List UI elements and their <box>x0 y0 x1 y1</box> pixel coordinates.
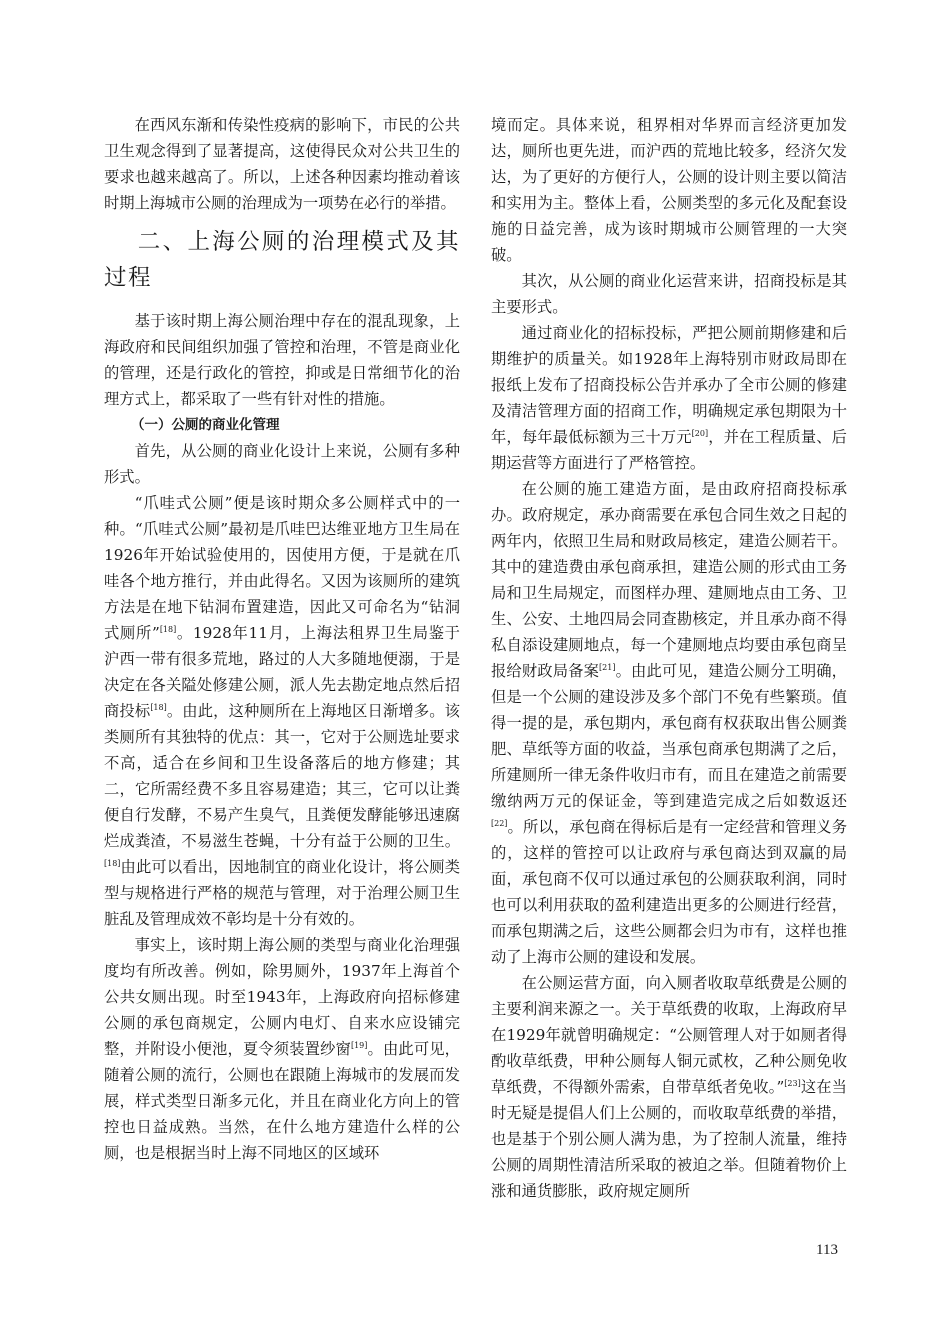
citation-ref: [18] <box>104 859 121 868</box>
text-segment: 。1928年11月，上海法租界卫生局鉴于沪西一带有很多荒地，路过的人大多随地便溺，于是决定在各关隘处修建公厕，派人先去勘定地点然后招商投标 <box>104 624 460 720</box>
page-number: 113 <box>816 1242 838 1258</box>
text-segment: 在公厕的施工建造方面，是由政府招商投标承办。政府规定，承办商需要在承包合同生效之日起的两年内，依照卫生局和财政局核定，建造公厕若干。其中的建造费由承包商承担，建造公厕的形式由工务局和卫生局规定，而图样办理、建厕地点由工务、卫生、公安、土地四局会同查勘核定，并且承办商不得私自添设建厕地点，每一个建厕地点均要由承包商呈报给财政局备案 <box>491 480 847 680</box>
citation-ref: [19] <box>350 1041 368 1050</box>
citation-ref: [20] <box>691 429 709 438</box>
text-segment: ，并在工程质量、后期运营等方面进行了严格管控。 <box>491 428 847 472</box>
paragraph-java-toilet <box>104 490 460 932</box>
text-segment: 在公厕运营方面，向入厕者收取草纸费是公厕的主要利润来源之一。关于草纸费的收取，上海政府早在1929年就曾明确规定：“公厕管理人对于如厕者得酌收草纸费，甲种公厕每人铜元贰枚，乙种公厕免收草纸费，不得额外需索，自带草纸者免收。” <box>491 974 847 1096</box>
text-segment: 这在当时无疑是提倡人们上公厕的，而收取草纸费的举措，也是基于个别公厕人满为患，为了控制人流量，维持公厕的周期性清洁所采取的被迫之举。但随着物价上涨和通货膨胀，政府规定厕所 <box>491 1078 847 1200</box>
text-segment: 由此可以看出，因地制宜的商业化设计，将公厕类型与规格进行严格的规范与管理，对于治理公厕卫生脏乱及管理成效不彰均是十分有效的。 <box>104 858 460 928</box>
paragraph-intro-continuation: 在西风东渐和传染性疫病的影响下，市民的公共卫生观念得到了显著提高，这使得民众对公共卫生的要求也越来越高了。所以，上述各种因素均推动着该时期上海城市公厕的治理成为一项势在必行的举措。 <box>104 116 460 212</box>
text-segment: 。由此可见，随着公厕的流行，公厕也在跟随上海城市的发展而发展，样式类型日渐多元化，并且在商业化方向上的管控也日益成熟。当然，在什么地方建造什么样的公厕，也是根据当时上海不同地区的区域环 <box>104 1040 460 1162</box>
citation-ref: [21] <box>599 663 616 672</box>
citation-ref: [18] <box>159 625 177 634</box>
paragraph-bidding-quality <box>491 320 847 476</box>
text-segment: 事实上，该时期上海公厕的类型与商业化治理强度均有所改善。例如，除男厕外，1937年上海首个公共女厕出现。时至1943年，上海政府向招标修建公厕的承包商规定，公厕内电灯、自来水应设铺完整，并附设小便池，夏令须装置纱窗 <box>104 936 460 1058</box>
paragraph-operation-fees <box>491 970 847 1204</box>
right-column <box>491 112 847 1204</box>
text-segment: 。所以，承包商在得标后是有一定经营和管理义务的，这样的管控可以让政府与承包商达到双赢的局面，承包商不仅可以通过承包的公厕获取利润，同时也可以利用获取的盈利建造出更多的公厕进行经营，而承包期满之后，这些公厕都会归为市有，这样也推动了上海市公厕的建设和发展。 <box>491 818 847 966</box>
text-segment: “爪哇式公厕”便是该时期众多公厕样式中的一种。“爪哇式公厕”最初是爪哇巴达维亚地方卫生局在1926年开始试验使用的，因使用方便，于是就在爪哇各个地方推行，并由此得名。又因为该厕所的建筑方法是在地下钻洞布置建造，因此又可命名为“钻洞式厕所” <box>104 494 460 642</box>
paragraph-bidding-intro: 其次，从公厕的商业化运营来讲，招商投标是其主要形式。 <box>491 272 847 316</box>
paragraph-construction <box>491 476 847 970</box>
citation-ref: [23] <box>784 1079 801 1088</box>
text-segment: 。由此，这种厕所在上海地区日渐增多。该类厕所有其独特的优点：其一，它对于公厕选址要求不高，适合在乡间和卫生设备落后的地方修建；其二，它所需经费不多且容易建造；其三，它可以让粪便自行发酵，不易产生臭气，且粪便发酵能够迅速腐烂成粪渣，不易滋生苍蝇，十分有益于公厕的卫生。 <box>104 702 460 850</box>
citation-ref: [18] <box>150 703 167 712</box>
paragraph-toilet-types <box>104 932 460 1166</box>
citation-ref: [22] <box>491 819 508 828</box>
paragraph-section-intro: 基于该时期上海公厕治理中存在的混乱现象，上海政府和民间组织加强了管控和治理，不管是商业化的管理，还是行政化的管控，抑或是日常细节化的治理方式上，都采取了一些有针对性的措施。 <box>104 312 460 408</box>
paragraph-region-continuation: 境而定。具体来说，租界相对华界而言经济更加发达，厕所也更先进，而沪西的荒地比较多，经济欠发达，为了更好的方便行人，公厕的设计则主要以简洁和实用为主。整体上看，公厕类型的多元化及配套设施的日益完善，成为该时期城市公厕管理的一大突破。 <box>491 116 847 264</box>
left-column <box>104 112 460 1166</box>
text-segment: 通过商业化的招标投标，严把公厕前期修建和后期维护的质量关。如1928年上海特别市财政局即在报纸上发布了招商投标公告并承办了全市公厕的修建及清洁管理方面的招商工作，明确规定承包期限为十年，每年最低标额为三十万元 <box>491 324 847 446</box>
paragraph-commercial-design: 首先，从公厕的商业化设计上来说，公厕有多种形式。 <box>104 442 460 486</box>
text-segment: 。由此可见，建造公厕分工明确，但是一个公厕的建设涉及多个部门不免有些繁琐。值得一提的是，承包期内，承包商有权获取出售公厕粪肥、草纸等方面的收益，当承包商承包期满了之后，所建厕所一律无条件收归市有，而且在建造之前需要缴纳两万元的保证金，等到建造完成之后如数返还 <box>491 662 847 810</box>
section-title: 二、上海公厕的治理模式及其过程 <box>104 229 460 291</box>
subsection-title: （一）公厕的商业化管理 <box>131 417 280 433</box>
